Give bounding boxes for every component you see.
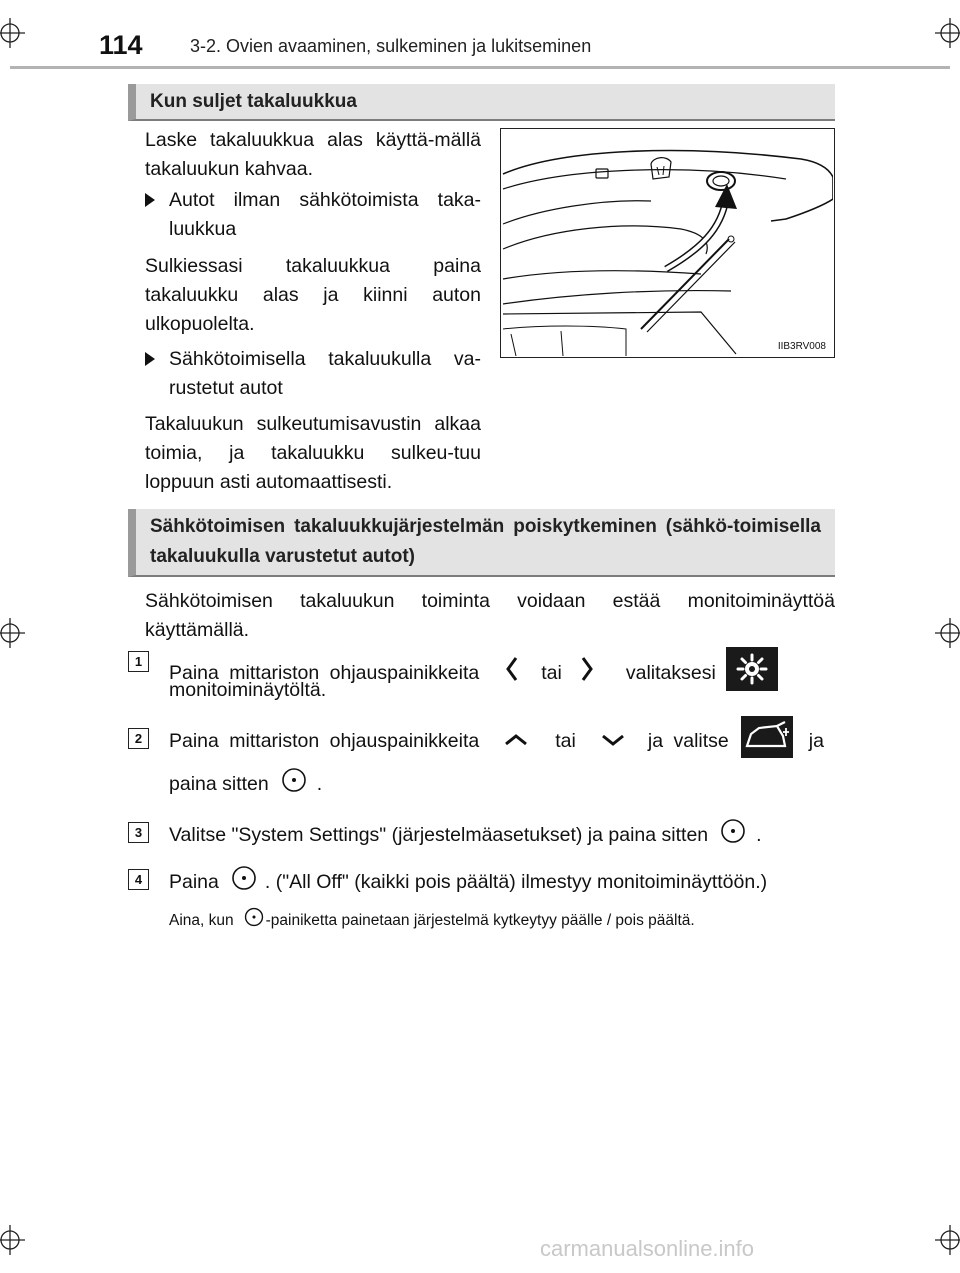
step-number: 3 bbox=[128, 822, 149, 843]
registration-mark-icon bbox=[0, 18, 25, 48]
step-text: . ("All Off" (kaikki pois päältä) ilmestyy monitoiminäyttöön.) bbox=[264, 871, 768, 893]
step-text: Paina mittariston ohjauspainikkeita bbox=[169, 662, 480, 684]
step-text: ja valitse bbox=[647, 729, 729, 752]
page-number: 114 bbox=[99, 30, 143, 60]
step-4-line bbox=[169, 865, 835, 900]
step-text: valitaksesi bbox=[625, 662, 716, 684]
chevron-down-icon bbox=[600, 727, 626, 756]
registration-mark-icon bbox=[935, 618, 960, 648]
watermark: carmanualsonline.info bbox=[540, 1236, 755, 1261]
chevron-up-icon bbox=[503, 727, 529, 756]
step-text: Paina mittariston ohjauspainikkeita bbox=[169, 729, 480, 752]
tailgate-drawing bbox=[501, 129, 833, 356]
ok-button-icon bbox=[281, 767, 307, 802]
chapter-title: 3-2. Ovien avaaminen, sulkeminen ja lukitseminen bbox=[190, 36, 592, 56]
registration-mark-icon bbox=[935, 18, 960, 48]
intro-paragraph: Laske takaluukkua alas käyttä-mällä takaluukun kahvaa. bbox=[145, 129, 481, 180]
bullet-power-tailgate bbox=[145, 345, 481, 403]
step-text: . bbox=[756, 824, 762, 846]
bullet-triangle-icon bbox=[145, 352, 155, 366]
tailgate-illustration bbox=[500, 128, 835, 358]
step-2-line-1 bbox=[169, 720, 829, 762]
step-text: tai bbox=[541, 662, 562, 684]
step-2-line-2 bbox=[169, 767, 835, 802]
step-text: Paina bbox=[169, 871, 219, 893]
step-text: paina sitten bbox=[169, 773, 269, 795]
step-text: ja bbox=[808, 729, 824, 752]
bullet-no-power-tailgate bbox=[145, 186, 481, 244]
bullet-triangle-icon bbox=[145, 193, 155, 207]
note-text: Aina, kun bbox=[169, 911, 234, 929]
section-heading-closing-tailgate bbox=[128, 84, 835, 121]
auto-close-paragraph: Takaluukun sulkeutumisavustin alkaa toimia, ja takaluukku sulkeu-tuu loppuun asti automaattisesti. bbox=[145, 413, 481, 493]
section-heading-text: Kun suljet takaluukkua bbox=[150, 90, 357, 112]
note-line bbox=[169, 907, 695, 934]
section-heading-power-tailgate-disable bbox=[128, 509, 835, 577]
bullet-text: Sähkötoimisella takaluukulla va-rustetut autot bbox=[169, 348, 481, 399]
registration-mark-icon bbox=[935, 1225, 960, 1255]
figure-code: IIB3RV008 bbox=[777, 341, 826, 352]
note-text: -painiketta painetaan järjestelmä kytkeytyy päälle / pois päältä. bbox=[265, 911, 695, 929]
registration-mark-icon bbox=[0, 618, 25, 648]
step-number: 1 bbox=[128, 651, 149, 672]
registration-mark-icon bbox=[0, 1225, 25, 1255]
header-rule bbox=[10, 66, 950, 69]
step-text: tai bbox=[555, 729, 576, 752]
bullet-text: Autot ilman sähkötoimista taka-luukkua bbox=[169, 189, 481, 240]
step-3-line bbox=[169, 818, 835, 853]
car-tailgate-icon bbox=[741, 716, 793, 767]
step-number: 2 bbox=[128, 728, 149, 749]
section-heading-text: Sähkötoimisen takaluukkujärjestelmän poiskytkeminen (sähkö-toimisella takaluukulla varustetut autot) bbox=[150, 516, 821, 567]
step-text: Valitse "System Settings" (järjestelmäasetukset) ja paina sitten bbox=[169, 824, 709, 846]
section2-intro: Sähkötoimisen takaluukun toiminta voidaan estää monitoiminäyttöä käyttämällä. bbox=[145, 590, 835, 641]
step-text: . bbox=[316, 773, 323, 795]
ok-button-icon bbox=[720, 818, 746, 853]
step-text: monitoiminäytöltä. bbox=[169, 679, 327, 701]
step-number: 4 bbox=[128, 869, 149, 890]
ok-button-icon bbox=[231, 865, 257, 900]
manual-close-paragraph: Sulkiessasi takaluukkua paina takaluukku alas ja kiinni auton ulkopuolelta. bbox=[145, 255, 481, 335]
ok-button-icon bbox=[244, 907, 264, 934]
